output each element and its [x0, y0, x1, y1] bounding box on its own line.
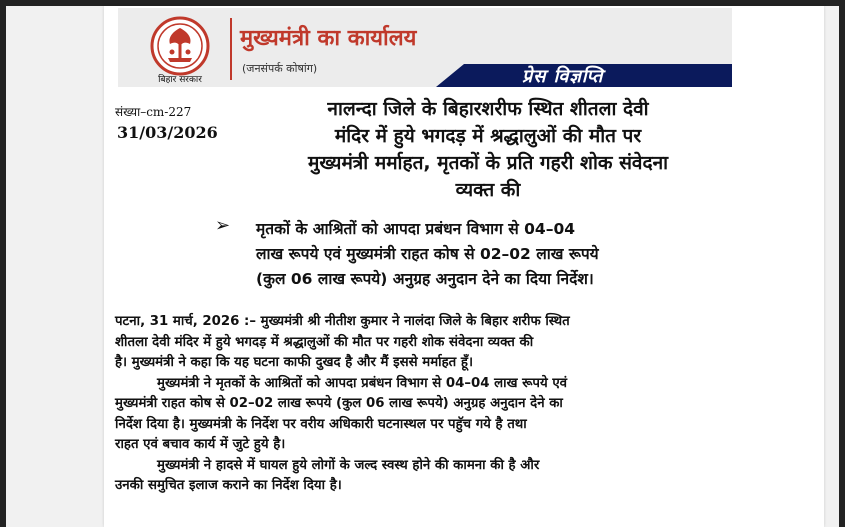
office-subtitle: (जनसंपर्क कोषांग) [242, 62, 318, 75]
bullet-line: (कुल 06 लाख रूपये) अनुग्रह अनुदान देने का दिया निर्देश। [256, 270, 594, 288]
bullet-point [256, 217, 724, 292]
bullet-line: मृतकों के आश्रितों को आपदा प्रबंधन विभाग से 04–04 [256, 220, 576, 238]
arrow-bullet-icon: ➢ [215, 215, 231, 236]
body-line: शीतला देवी मंदिर में हुये भगदड़ में श्रद्धालुओं की मौत पर गहरी शोक संवेदना व्यक्त की [115, 334, 534, 350]
headline-line: व्यक्त की [455, 179, 521, 201]
body-line: पटना, 31 मार्च, 2026 :– मुख्यमंत्री श्री नीतीश कुमार ने नालंदा जिले के बिहार शरीफ स्थित [115, 314, 570, 329]
letterhead [118, 8, 732, 87]
body-line: है। मुख्यमंत्री ने कहा कि यह घटना काफी दुखद है और मैं इससे मर्माहत हूॅं। [115, 355, 473, 370]
headline-line: मुख्यमंत्री मर्माहत, मृतकों के प्रति गहरी शोक संवेदना [307, 152, 669, 174]
headline [238, 96, 738, 204]
bihar-emblem-icon [150, 16, 210, 76]
headline-line: मंदिर में हुये भगदड़ में श्रद्धालुओं की मौत पर [334, 125, 642, 147]
press-release-banner [436, 64, 732, 87]
reference-number: संख्या–cm-227 [115, 105, 192, 119]
office-title: मुख्यमंत्री का कार्यालय [240, 25, 417, 51]
body-line: उनकी समुचित इलाज कराने का निर्देश दिया है। [115, 478, 342, 493]
body-text [115, 312, 725, 497]
body-line: मुख्यमंत्री ने मृतकों के आश्रितों को आपदा प्रबंधन विभाग से 04–04 लाख रूपये एवं [157, 375, 568, 391]
reference-date: 31/03/2026 [117, 123, 218, 142]
bullet-line: लाख रूपये एवं मुख्यमंत्री राहत कोष से 02–02 लाख रूपये [256, 245, 599, 263]
press-release-label: प्रेस विज्ञप्ति [522, 66, 604, 87]
headline-line: नालन्दा जिले के बिहारशरीफ स्थित शीतला देवी [327, 98, 649, 120]
body-line: मुख्यमंत्री ने हादसे में घायल हुये लोगों के जल्द स्वस्थ होने की कामना की है और [157, 457, 540, 473]
emblem-caption: बिहार सरकार [158, 75, 202, 85]
body-line: राहत एवं बचाव कार्य में जुटे हुये है। [115, 437, 286, 452]
header-divider [230, 18, 232, 80]
body-line: मुख्यमंत्री राहत कोष से 02–02 लाख रूपये (कुल 06 लाख रूपये) अनुग्रह अनुदान देने का [115, 396, 563, 411]
body-line: निर्देश दिया है। मुख्यमंत्री के निर्देश पर वरीय अधिकारी घटनास्थल पर पहुॅच गये है तथा [115, 416, 527, 432]
